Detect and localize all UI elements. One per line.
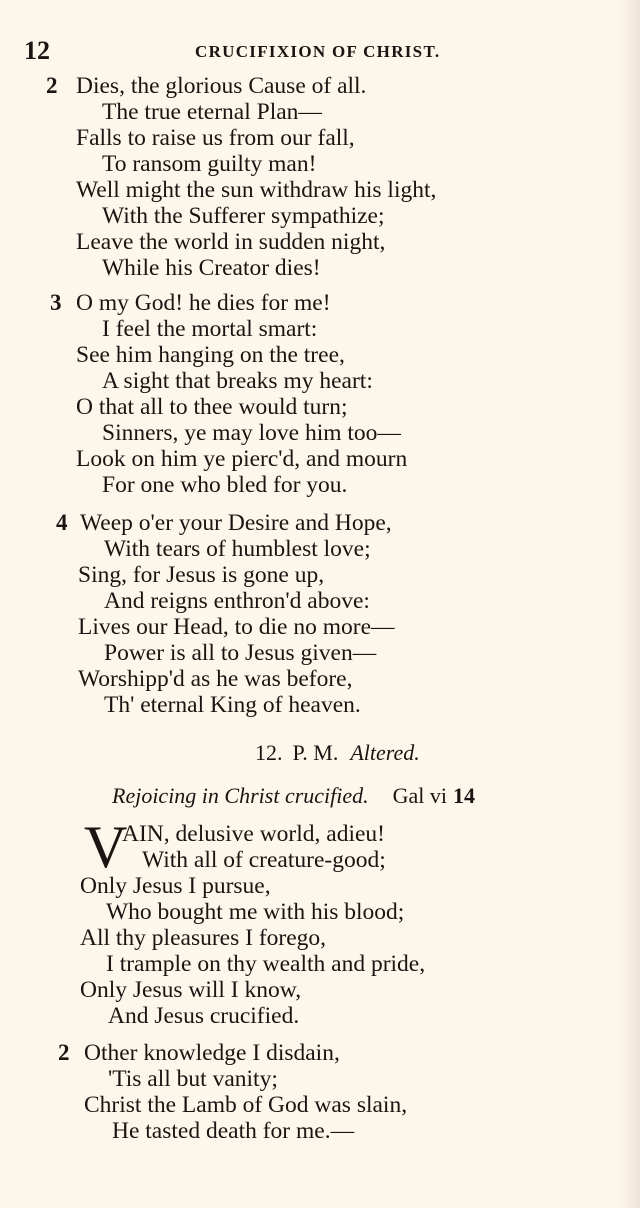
hymn-subtitle (112, 783, 475, 809)
page-header (0, 36, 640, 66)
verse-line: Look on him ye pierc'd, and mourn (76, 446, 408, 472)
verse-line: Falls to raise us from our fall, (76, 125, 355, 151)
verse-line: AIN, delusive world, adieu! (122, 821, 385, 847)
verse-line: All thy pleasures I forego, (80, 925, 327, 951)
verse-line: And reigns enthron'd above: (104, 588, 370, 614)
verse-line: Weep o'er your Desire and Hope, (80, 510, 392, 536)
verse-line: While his Creator dies! (102, 255, 321, 281)
verse-line: And Jesus crucified. (108, 1003, 300, 1029)
verse-line: See him hanging on the tree, (76, 342, 345, 368)
verse-line: Dies, the glorious Cause of all. (76, 73, 367, 99)
verse-line: I feel the mortal smart: (102, 316, 318, 342)
verse-line: Well might the sun withdraw his light, (76, 177, 437, 203)
verse-line: O that all to thee would turn; (76, 394, 348, 420)
page-number: 12 (24, 36, 50, 65)
verse-line: With tears of humblest love; (104, 536, 371, 562)
page-edge-shadow (618, 0, 640, 1208)
verse-line: To ransom guilty man! (102, 151, 317, 177)
verse-line: Th' eternal King of heaven. (104, 692, 361, 718)
hymn-meter: P. M. (292, 740, 339, 765)
hymn-altered-note: Altered. (350, 740, 420, 765)
verse-line: Worshipp'd as he was before, (78, 666, 353, 692)
verse-line: O my God! he dies for me! (76, 290, 331, 316)
scripture-verse: 14 (453, 783, 476, 808)
hymn-heading (255, 740, 420, 766)
verse-line: Sing, for Jesus is gone up, (78, 562, 325, 588)
verse-line: I trample on thy wealth and pride, (106, 951, 426, 977)
verse-line: Leave the world in sudden night, (76, 229, 386, 255)
verse-line: Other knowledge I disdain, (84, 1040, 340, 1066)
verse-line: Christ the Lamb of God was slain, (84, 1092, 408, 1118)
verse-line: He tasted death for me.— (112, 1118, 355, 1144)
verse-line: Sinners, ye may love him too— (102, 420, 401, 446)
verse-line: Only Jesus will I know, (80, 977, 302, 1003)
drop-cap-letter: V (84, 814, 128, 880)
verse-line: Who bought me with his blood; (106, 899, 405, 925)
verse-line: Only Jesus I pursue, (80, 873, 271, 899)
verse-line: With the Sufferer sympathize; (102, 203, 385, 229)
hymn-number: 12. (255, 740, 283, 765)
verse-line: With all of creature-good; (142, 847, 386, 873)
verse-line: 'Tis all but vanity; (108, 1066, 278, 1092)
stanza-number: 3 (50, 290, 62, 315)
verse-line: A sight that breaks my heart: (102, 368, 373, 394)
hymn-theme: Rejoicing in Christ crucified. (112, 783, 369, 808)
stanza-number: 4 (56, 510, 68, 535)
stanza-number: 2 (58, 1040, 70, 1065)
verse-line: The true eternal Plan— (102, 99, 322, 125)
verse-line: For one who bled for you. (102, 472, 348, 498)
scripture-reference: Gal vi (392, 783, 448, 808)
running-title: CRUCIFIXION OF CHRIST. (195, 42, 441, 61)
verse-line: Power is all to Jesus given— (104, 640, 377, 666)
verse-line: Lives our Head, to die no more— (78, 614, 395, 640)
stanza-number: 2 (46, 73, 58, 98)
